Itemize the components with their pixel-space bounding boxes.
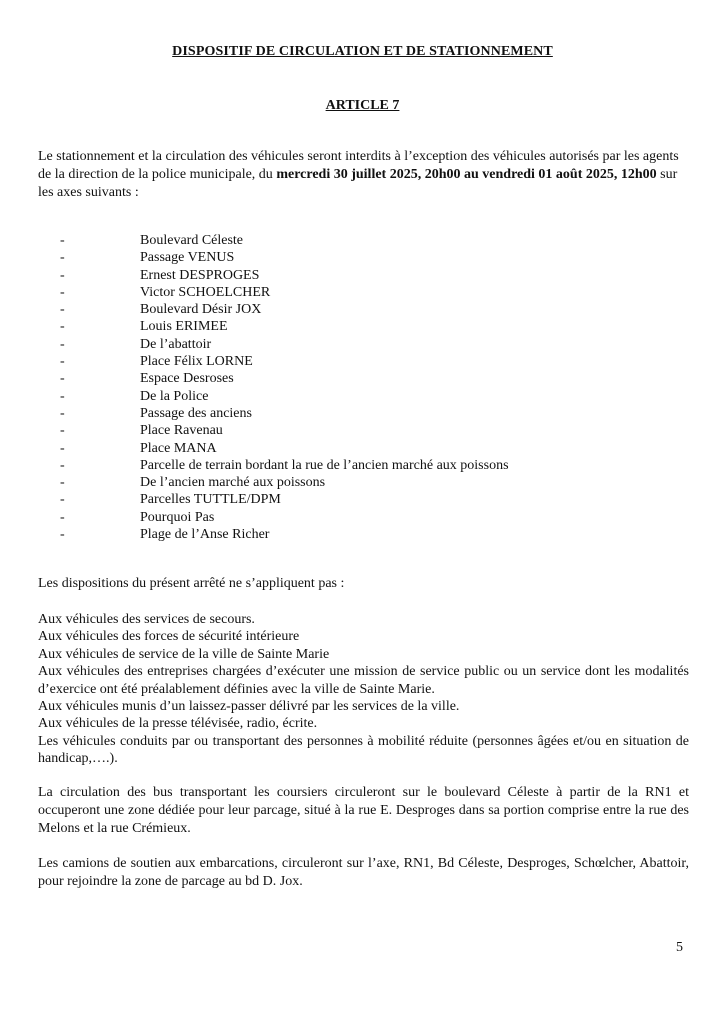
street-list (0, 232, 725, 543)
intro-text-end: sur les axes suivants : (38, 167, 678, 200)
street-name: Espace Desroses (140, 371, 234, 387)
street-list-item (0, 388, 725, 405)
list-bullet: - (60, 250, 65, 266)
page-number: 5 (676, 940, 683, 955)
street-list-item (0, 422, 725, 439)
street-name: Boulevard Désir JOX (140, 302, 262, 318)
exception-item: Aux véhicules munis d’un laissez-passer délivré par les services de la ville. (38, 699, 460, 715)
trucks-paragraph: Les camions de soutien aux embarcations, circuleront sur l’axe, RN1, Bd Céleste, Desproges, Schœlcher, Abattoir, pour rejoindre la zone de parcage au bd D. Jox. (38, 856, 689, 889)
street-name: Boulevard Céleste (140, 233, 244, 248)
exception-item: Aux véhicules de service de la ville de Sainte Marie (38, 646, 330, 662)
exceptions-list (38, 611, 689, 768)
street-name: Ernest DESPROGES (140, 267, 260, 283)
street-name: Plage de l’Anse Richer (140, 527, 270, 543)
street-name: De l’ancien marché aux poissons (140, 475, 326, 491)
street-name: Place MANA (140, 440, 217, 456)
bus-paragraph: La circulation des bus transportant les coursiers circuleront sur le boulevard Céleste à partir de la RN1 et occuperont une zone dédiée pour leur parcage, situé à la rue E. Desproges dans sa portion comprise entre la rue des Melons et la rue Crémieux. (38, 785, 689, 836)
list-bullet: - (60, 233, 65, 248)
list-bullet: - (60, 354, 65, 370)
street-name: Pourquoi Pas (140, 509, 215, 525)
street-list-item (0, 491, 725, 508)
street-list-item (0, 267, 725, 284)
street-list-item (0, 301, 725, 318)
street-name: Passage des anciens (140, 405, 252, 421)
street-list-item (0, 457, 725, 474)
street-list-item (0, 440, 725, 457)
list-bullet: - (60, 440, 65, 456)
list-bullet: - (60, 492, 65, 508)
street-name: De la Police (140, 388, 209, 404)
exception-item: Aux véhicules de la presse télévisée, radio, écrite. (38, 716, 318, 732)
street-list-item (0, 474, 725, 491)
street-list-item (0, 249, 725, 266)
street-name: Parcelles TUTTLE/DPM (140, 492, 281, 508)
street-name: Place Ravenau (140, 423, 223, 439)
exception-item: Aux véhicules des services de secours. (38, 612, 255, 627)
list-bullet: - (60, 302, 65, 318)
street-name: Victor SCHOELCHER (140, 284, 271, 300)
exception-item: Aux véhicules des forces de sécurité intérieure (38, 629, 300, 645)
street-name: Place Félix LORNE (140, 354, 253, 370)
street-name: De l’abattoir (140, 336, 212, 352)
intro-paragraph (38, 148, 690, 202)
list-bullet: - (60, 527, 65, 543)
list-bullet: - (60, 475, 65, 491)
list-bullet: - (60, 388, 65, 404)
street-list-item (0, 336, 725, 353)
list-bullet: - (60, 336, 65, 352)
exception-item: Aux véhicules des entreprises chargées d’exécuter une mission de service public ou un service dont les modalités d’exercice ont été préalablement définies avec la ville de Sainte Marie. (38, 664, 689, 697)
list-bullet: - (60, 371, 65, 387)
article-heading: ARTICLE 7 (325, 98, 400, 113)
street-list-item (0, 318, 725, 335)
exceptions-intro: Les dispositions du présent arrêté ne s’appliquent pas : (38, 576, 345, 591)
list-bullet: - (60, 319, 65, 335)
street-list-item (0, 370, 725, 387)
street-list-item (0, 509, 725, 526)
street-name: Passage VENUS (140, 250, 235, 266)
list-bullet: - (60, 509, 65, 525)
list-bullet: - (60, 423, 65, 439)
list-bullet: - (60, 457, 65, 473)
intro-text-start: Le stationnement et la circulation des véhicules seront interdits à l’exception des véhicules autorisés par les agents de la direction de la police municipale, du (38, 149, 679, 182)
street-list-item (0, 284, 725, 301)
street-list-item (0, 526, 725, 543)
street-list-item (0, 405, 725, 422)
exception-item: Les véhicules conduits par ou transportant des personnes à mobilité réduite (personnes âgées et/ou en situation de handicap,….). (38, 733, 689, 767)
intro-date-range: mercredi 30 juillet 2025, 20h00 au vendredi 01 août 2025, 12h00 (276, 167, 657, 182)
list-bullet: - (60, 284, 65, 300)
street-list-item (0, 232, 725, 249)
street-list-item (0, 353, 725, 370)
list-bullet: - (60, 267, 65, 283)
street-name: Louis ERIMEE (140, 319, 228, 335)
list-bullet: - (60, 405, 65, 421)
document-title: DISPOSITIF DE CIRCULATION ET DE STATIONNEMENT (172, 44, 553, 59)
street-name: Parcelle de terrain bordant la rue de l’ancien marché aux poissons (140, 457, 509, 473)
